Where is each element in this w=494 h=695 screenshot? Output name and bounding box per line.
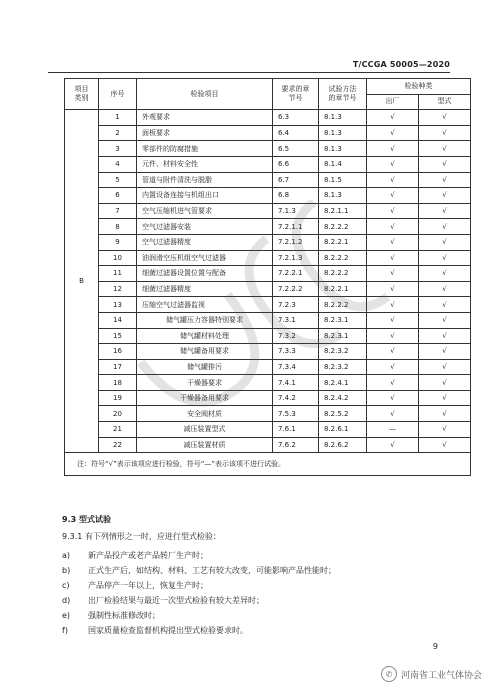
table-row [65, 344, 471, 360]
table-row [65, 141, 471, 157]
row-requirement: 6.4 [273, 125, 319, 141]
list-item [62, 578, 336, 593]
row-factory: √ [367, 156, 419, 172]
condition-list [62, 548, 336, 638]
row-no: 13 [99, 297, 137, 313]
list-item-marker: d) [62, 596, 71, 605]
row-factory: √ [367, 172, 419, 188]
row-no: 14 [99, 312, 137, 328]
table-row [65, 297, 471, 313]
table-row [65, 406, 471, 422]
row-requirement: 6.3 [273, 110, 319, 126]
row-no: 4 [99, 156, 137, 172]
row-type: √ [419, 203, 471, 219]
row-requirement: 7.6.2 [273, 437, 319, 453]
row-no: 22 [99, 437, 137, 453]
row-requirement: 7.2.2.1 [273, 266, 319, 282]
row-item: 储气罐材料处理 [137, 328, 273, 344]
row-factory: √ [367, 110, 419, 126]
row-requirement: 7.1.3 [273, 203, 319, 219]
row-item: 元件、材料安全性 [137, 156, 273, 172]
list-item [62, 548, 336, 563]
row-requirement: 7.2.1.3 [273, 250, 319, 266]
row-type: √ [419, 172, 471, 188]
row-item: 细菌过滤器精度 [137, 281, 273, 297]
page-number: 9 [432, 642, 438, 651]
row-no: 9 [99, 234, 137, 250]
table-row [65, 250, 471, 266]
row-requirement: 6.8 [273, 188, 319, 204]
row-method: 8.2.2.2 [319, 297, 367, 313]
row-factory: √ [367, 312, 419, 328]
row-no: 2 [99, 125, 137, 141]
list-item [62, 593, 336, 608]
row-type: √ [419, 110, 471, 126]
list-item-text: 新产品投产或老产品转厂生产时； [88, 551, 208, 560]
row-method: 8.1.5 [319, 172, 367, 188]
row-item: 外观要求 [137, 110, 273, 126]
header-type-group: 检验种类 [367, 79, 471, 95]
row-no: 20 [99, 406, 137, 422]
row-type: √ [419, 188, 471, 204]
row-requirement: 6.6 [273, 156, 319, 172]
row-method: 8.2.2.2 [319, 250, 367, 266]
header-type-test: 型式 [419, 94, 471, 110]
row-type: √ [419, 359, 471, 375]
row-no: 6 [99, 188, 137, 204]
header-method: 试验方法 的章节号 [319, 79, 367, 110]
section-title: 9.3 型式试验 [62, 515, 111, 524]
row-item: 压缩空气过滤器监视 [137, 297, 273, 313]
row-type: √ [419, 344, 471, 360]
row-requirement: 7.3.1 [273, 312, 319, 328]
footer-badge-text: 河南省工业气体协会 [400, 670, 482, 681]
table-row [65, 203, 471, 219]
row-no: 16 [99, 344, 137, 360]
row-factory: √ [367, 125, 419, 141]
row-type: √ [419, 406, 471, 422]
row-requirement: 7.2.3 [273, 297, 319, 313]
row-requirement: 7.2.1.2 [273, 234, 319, 250]
table-header-row [65, 79, 471, 95]
row-factory: √ [367, 266, 419, 282]
section-intro: 9.3.1 有下列情形之一时，应进行型式检验： [62, 532, 221, 541]
row-factory: √ [367, 297, 419, 313]
row-factory: √ [367, 188, 419, 204]
header-no: 序号 [99, 79, 137, 110]
row-factory: √ [367, 219, 419, 235]
list-item-text: 出厂检验结果与最近一次型式检验有较大差异时； [88, 596, 264, 605]
row-method: 8.2.2.1 [319, 281, 367, 297]
row-requirement: 6.5 [273, 141, 319, 157]
row-requirement: 7.5.3 [273, 406, 319, 422]
row-factory: √ [367, 203, 419, 219]
row-requirement: 7.6.1 [273, 422, 319, 438]
row-item: 空气过滤器安装 [137, 219, 273, 235]
row-factory: √ [367, 344, 419, 360]
row-requirement: 7.2.1.1 [273, 219, 319, 235]
table-row [65, 328, 471, 344]
note-row [65, 453, 471, 476]
row-method: 8.2.2.1 [319, 234, 367, 250]
table-row [65, 359, 471, 375]
list-item-marker: a) [62, 551, 71, 560]
row-factory: — [367, 422, 419, 438]
row-factory: √ [367, 281, 419, 297]
table-row [65, 125, 471, 141]
row-item: 干燥器备用要求 [137, 390, 273, 406]
row-item: 空气压缩机进气管要求 [137, 203, 273, 219]
row-no: 12 [99, 281, 137, 297]
row-item: 管道与附件清洗与脱脂 [137, 172, 273, 188]
list-item [62, 608, 336, 623]
list-item [62, 623, 336, 638]
row-type: √ [419, 219, 471, 235]
row-item: 空气过滤器精度 [137, 234, 273, 250]
row-no: 1 [99, 110, 137, 126]
table-row [65, 312, 471, 328]
list-item [62, 563, 336, 578]
row-method: 8.2.3.1 [319, 312, 367, 328]
row-factory: √ [367, 234, 419, 250]
header-factory: 出厂 [367, 94, 419, 110]
row-type: √ [419, 250, 471, 266]
row-item: 安全阀材质 [137, 406, 273, 422]
list-item-text: 强制性标准修改时； [88, 611, 160, 620]
row-type: √ [419, 281, 471, 297]
row-item: 储气罐备用要求 [137, 344, 273, 360]
table-row [65, 110, 471, 126]
row-no: 3 [99, 141, 137, 157]
row-requirement: 7.4.1 [273, 375, 319, 391]
list-item-marker: f) [62, 626, 68, 635]
row-no: 21 [99, 422, 137, 438]
row-no: 5 [99, 172, 137, 188]
wechat-icon: ✆ [381, 666, 397, 682]
row-method: 8.2.6.1 [319, 422, 367, 438]
row-item: 储气罐压力容器特别要求 [137, 312, 273, 328]
table-row [65, 156, 471, 172]
row-requirement: 6.7 [273, 172, 319, 188]
header-requirement: 要求的章 节号 [273, 79, 319, 110]
row-method: 8.1.3 [319, 141, 367, 157]
footer-badge [381, 666, 482, 682]
row-method: 8.2.1.1 [319, 203, 367, 219]
row-method: 8.1.3 [319, 110, 367, 126]
row-no: 15 [99, 328, 137, 344]
row-type: √ [419, 437, 471, 453]
table-row [65, 437, 471, 453]
row-factory: √ [367, 141, 419, 157]
row-method: 8.1.3 [319, 125, 367, 141]
table-row [65, 422, 471, 438]
row-type: √ [419, 312, 471, 328]
row-item: 零部件的防腐措施 [137, 141, 273, 157]
row-type: √ [419, 234, 471, 250]
row-method: 8.1.4 [319, 156, 367, 172]
table-row [65, 281, 471, 297]
list-item-marker: b) [62, 566, 71, 575]
row-type: √ [419, 266, 471, 282]
row-type: √ [419, 328, 471, 344]
row-factory: √ [367, 437, 419, 453]
row-factory: √ [367, 250, 419, 266]
row-no: 19 [99, 390, 137, 406]
row-method: 8.1.3 [319, 188, 367, 204]
row-method: 8.2.4.2 [319, 390, 367, 406]
list-item-marker: e) [62, 611, 71, 620]
list-item-text: 正式生产后，如结构、材料、工艺有较大改变，可能影响产品性能时； [88, 566, 336, 575]
row-method: 8.2.2.2 [319, 266, 367, 282]
table-row [65, 266, 471, 282]
row-item: 减压装置材质 [137, 437, 273, 453]
row-item: 内置设备连接与机组出口 [137, 188, 273, 204]
row-type: √ [419, 375, 471, 391]
row-requirement: 7.3.2 [273, 328, 319, 344]
row-no: 8 [99, 219, 137, 235]
table-row [65, 390, 471, 406]
row-no: 17 [99, 359, 137, 375]
row-no: 10 [99, 250, 137, 266]
row-method: 8.2.3.1 [319, 328, 367, 344]
row-method: 8.2.3.2 [319, 344, 367, 360]
row-item: 储气罐排污 [137, 359, 273, 375]
list-item-text: 国家质量检查监督机构提出型式检验要求时。 [88, 626, 248, 635]
header-rule [48, 72, 450, 73]
row-method: 8.2.6.2 [319, 437, 367, 453]
row-method: 8.2.4.1 [319, 375, 367, 391]
row-factory: √ [367, 328, 419, 344]
row-type: √ [419, 297, 471, 313]
row-method: 8.2.3.2 [319, 359, 367, 375]
row-requirement: 7.3.4 [273, 359, 319, 375]
row-type: √ [419, 141, 471, 157]
table-row [65, 219, 471, 235]
row-item: 面板要求 [137, 125, 273, 141]
header-item: 检验项目 [137, 79, 273, 110]
row-item: 细菌过滤器设置位置与配备 [137, 266, 273, 282]
row-requirement: 7.4.2 [273, 390, 319, 406]
row-item: 减压装置型式 [137, 422, 273, 438]
row-factory: √ [367, 375, 419, 391]
row-no: 7 [99, 203, 137, 219]
row-factory: √ [367, 390, 419, 406]
row-no: 11 [99, 266, 137, 282]
row-requirement: 7.3.3 [273, 344, 319, 360]
table-note: 注：符号“√”表示该项应进行检验，符号“—”表示该项不进行试验。 [65, 453, 471, 476]
row-factory: √ [367, 359, 419, 375]
table-row [65, 375, 471, 391]
row-method: 8.2.5.2 [319, 406, 367, 422]
row-factory: √ [367, 406, 419, 422]
document-code: T/CCGA 50005—2020 [352, 60, 450, 69]
table-row [65, 234, 471, 250]
list-item-marker: c) [62, 581, 70, 590]
row-method: 8.2.2.2 [319, 219, 367, 235]
category-cell: B [65, 110, 99, 453]
row-requirement: 7.2.2.2 [273, 281, 319, 297]
row-no: 18 [99, 375, 137, 391]
row-item: 油润滑空压机组空气过滤器 [137, 250, 273, 266]
row-item: 干燥器要求 [137, 375, 273, 391]
row-type: √ [419, 156, 471, 172]
inspection-table [64, 78, 471, 476]
list-item-text: 产品停产一年以上，恢复生产时； [88, 581, 208, 590]
table-row [65, 188, 471, 204]
row-type: √ [419, 422, 471, 438]
header-category: 项目 类别 [65, 79, 99, 110]
row-type: √ [419, 390, 471, 406]
row-type: √ [419, 125, 471, 141]
table-row [65, 172, 471, 188]
